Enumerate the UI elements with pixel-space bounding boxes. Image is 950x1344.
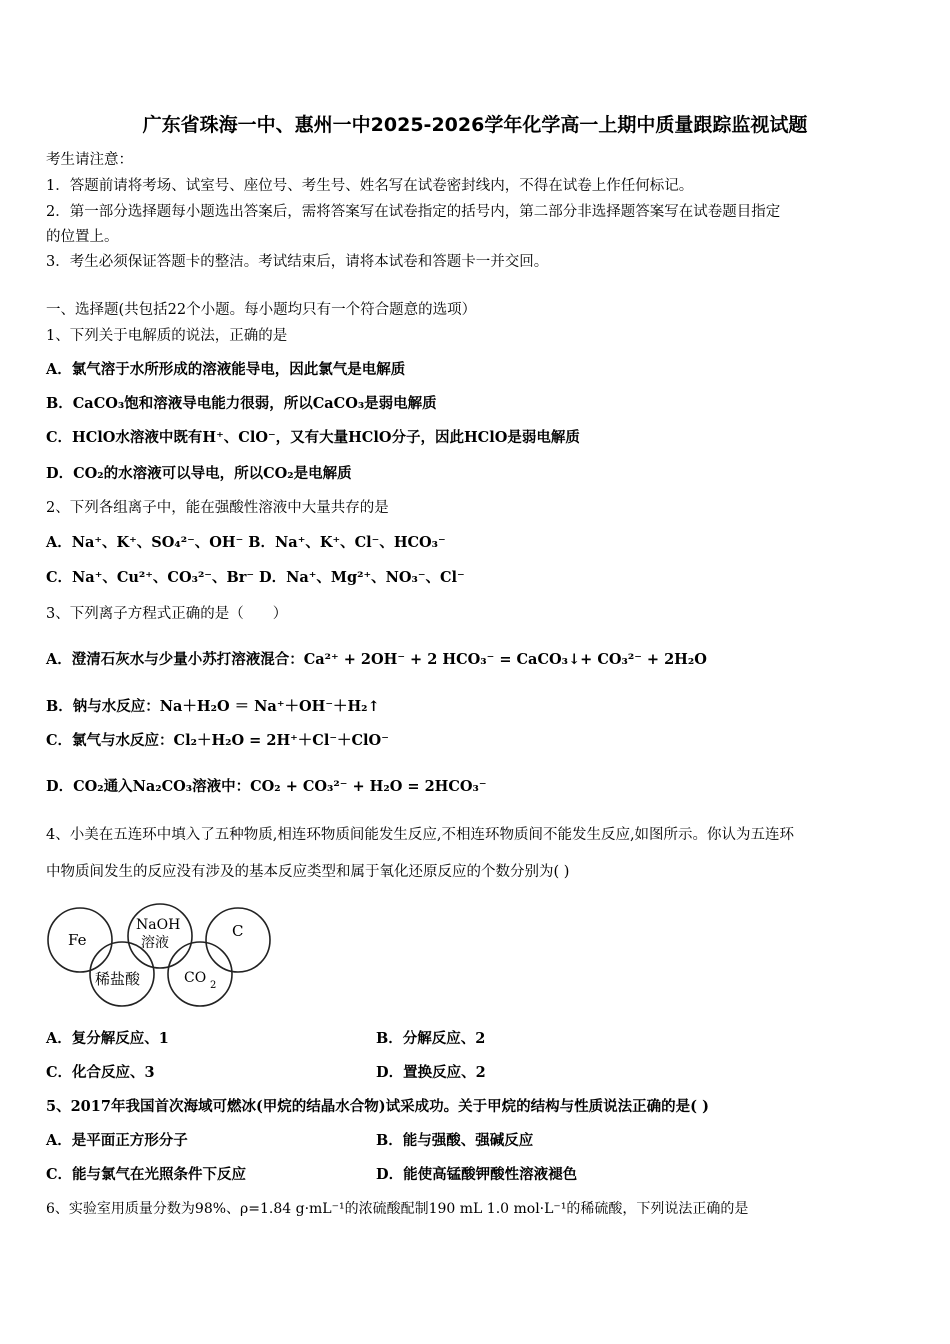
q3-option-a: A．澄清石灰水与少量小苏打溶液混合：Ca²⁺ + 2OH⁻ + 2 HCO₃⁻ = CaCO₃↓+ CO₃²⁻ + 2H₂O [46,651,707,668]
notice-item-2: 2．第一部分选择题每小题选出答案后，需将答案写在试卷指定的括号内，第二部分非选择题答案写在试卷题目指定 [46,204,781,220]
ring-label-hcl: 稀盐酸 [95,970,141,988]
q3-option-c: C．氯气与水反应：Cl₂＋H₂O = 2H⁺＋Cl⁻＋ClO⁻ [46,732,389,749]
q4-stem-line2: 中物质间发生的反应没有涉及的基本反应类型和属于氧化还原反应的个数分别为( ) [46,864,570,880]
q4-option-a: A．复分解反应、1 [46,1030,169,1047]
ring-label-co2: CO [184,970,207,986]
notice-heading: 考生请注意： [46,152,133,168]
q4-option-b: B．分解反应、2 [376,1030,486,1047]
q3-option-d: D．CO₂通入Na₂CO₃溶液中：CO₂ + CO₃²⁻ + H₂O = 2HCO₃⁻ [46,778,487,795]
q2-options-ab: A．Na⁺、K⁺、SO₄²⁻、OH⁻ B．Na⁺、K⁺、Cl⁻、HCO₃⁻ [46,534,446,551]
q4-option-d: D．置换反应、2 [376,1064,486,1081]
q3-option-b: B．钠与水反应：Na＋H₂O ＝ Na⁺＋OH⁻＋H₂↑ [46,698,380,715]
notice-item-3: 3．考生必须保证答题卡的整洁。考试结束后，请将本试卷和答题卡一并交回。 [46,254,549,270]
q5-option-d: D．能使高锰酸钾酸性溶液褪色 [376,1166,578,1183]
q4-stem-line1: 4、小美在五连环中填入了五种物质,相连环物质间能发生反应,不相连环物质间不能发生反应,如图所示。你认为五连环 [46,827,795,843]
ring-label-c: C [232,922,244,940]
q5-option-c: C．能与氯气在光照条件下反应 [46,1166,247,1183]
q1-option-d: D．CO₂的水溶液可以导电，所以CO₂是电解质 [46,465,352,482]
q5-stem: 5、2017年我国首次海域可燃冰(甲烷的结晶水合物)试采成功。关于甲烷的结构与性质说法正确的是( ) [46,1098,709,1115]
section-heading: 一、选择题(共包括22个小题。每小题均只有一个符合题意的选项） [46,302,477,318]
q2-options-cd: C．Na⁺、Cu²⁺、CO₃²⁻、Br⁻ D．Na⁺、Mg²⁺、NO₃⁻、Cl⁻ [46,569,465,586]
q4-option-c: C．化合反应、3 [46,1064,155,1081]
ring-label-fe: Fe [68,931,87,949]
q1-option-c: C．HClO水溶液中既有H⁺、ClO⁻，又有大量HClO分子，因此HClO是弱电解质 [46,429,580,446]
q2-stem: 2、下列各组离子中，能在强酸性溶液中大量共存的是 [46,500,389,516]
q5-option-b: B．能与强酸、强碱反应 [376,1132,534,1149]
five-ring-diagram [44,900,276,1010]
q1-option-a: A．氯气溶于水所形成的溶液能导电，因此氯气是电解质 [46,361,406,378]
notice-item-1: 1．答题前请将考场、试室号、座位号、考生号、姓名写在试卷密封线内，不得在试卷上作任何标记。 [46,178,694,194]
page-title: 广东省珠海一中、惠州一中2025-2026学年化学高一上期中质量跟踪监视试题 [142,114,808,136]
ring-label-naoh-2: 溶液 [141,935,169,951]
q5-option-a: A．是平面正方形分子 [46,1132,188,1149]
ring-label-naoh-1: NaOH [136,917,181,933]
q6-stem: 6、实验室用质量分数为98%、ρ=1.84 g·mL⁻¹的浓硫酸配制190 mL 1.0 mol·L⁻¹的稀硫酸，下列说法正确的是 [46,1201,749,1217]
q3-stem: 3、下列离子方程式正确的是（ ） [46,606,288,622]
notice-item-2-cont: 的位置上。 [46,229,119,245]
q1-stem: 1、下列关于电解质的说法，正确的是 [46,328,288,344]
q1-option-b: B．CaCO₃饱和溶液导电能力很弱，所以CaCO₃是弱电解质 [46,395,437,412]
ring-label-co2-sub: 2 [210,980,217,991]
ring-c [206,908,270,972]
